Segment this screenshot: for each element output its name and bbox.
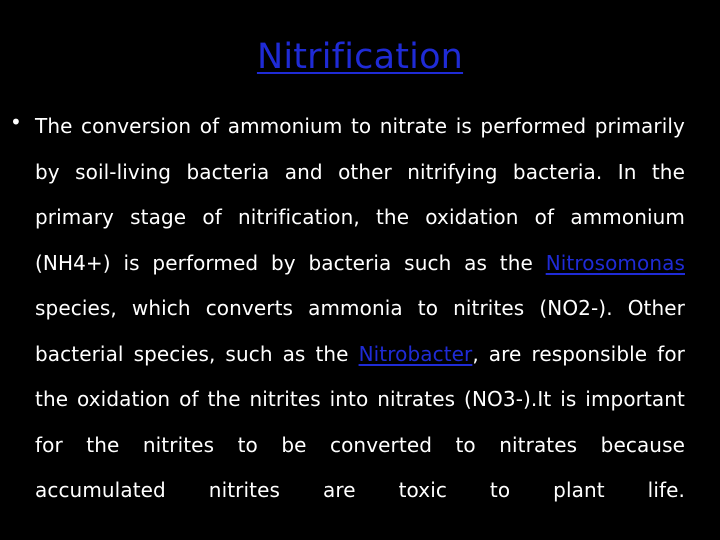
body-text-part-3: , are responsible for the oxidation of the nitrites into nitrates (NO3-).It is important for the nitrites to be converted to nitrates because accumulated nitrites are toxic to plant life. [35,341,685,502]
body-paragraph [35,104,685,514]
body-text-part-1: The conversion of ammonium to nitrate is performed primarily by soil-living bacteria and other nitrifying bacteria. In the primary stage of nitrification, the oxidation of ammonium (NH4+) is performed by bacteria such as the [35,114,685,275]
nitrobacter-link[interactable]: Nitrobacter [358,341,473,366]
nitrosomonas-link[interactable]: Nitrosomonas [545,250,685,275]
bullet-marker: • [10,110,22,134]
slide-title[interactable]: Nitrification [256,37,464,77]
body-text-part-2: species, which converts ammonia to nitrites (NO2-). Other bacterial species, such as the [35,296,685,366]
